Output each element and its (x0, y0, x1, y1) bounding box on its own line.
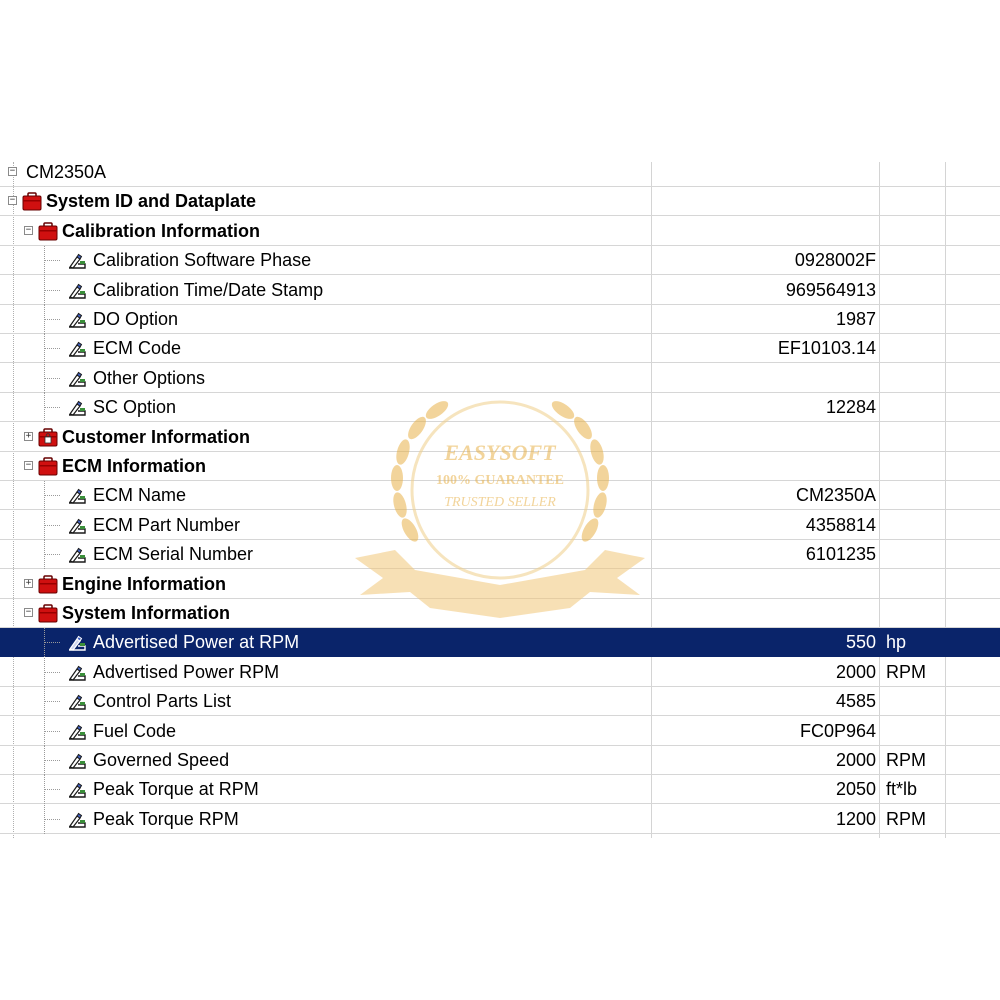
row-value: 1987 (835, 309, 876, 329)
tree-connector (44, 348, 60, 349)
red-briefcase-folder-icon (38, 222, 58, 241)
parameter-pencil-icon (67, 516, 87, 535)
parameter-row[interactable] (0, 775, 1000, 804)
row-label: ECM Code (93, 338, 182, 359)
row-value: 1200 (835, 808, 876, 829)
parameter-row[interactable] (0, 481, 1000, 510)
tree-connector (44, 658, 45, 687)
parameter-row[interactable] (0, 393, 1000, 422)
row-value: FC0P964 (799, 720, 876, 741)
tree-connector (44, 260, 60, 261)
row-label: Calibration Software Phase (93, 250, 312, 271)
tree-connector (44, 687, 45, 716)
collapse-toggle-icon[interactable]: − (25, 460, 32, 470)
red-briefcase-folder-icon (38, 575, 58, 594)
red-briefcase-folder-icon (38, 457, 58, 476)
collapse-toggle-icon[interactable]: − (25, 607, 32, 617)
tree-connector (44, 393, 45, 422)
row-label: System Information (62, 603, 231, 623)
row-unit: hp (886, 632, 907, 653)
tree-connector (44, 775, 45, 804)
expand-toggle-icon[interactable]: + (25, 430, 32, 441)
parameter-pencil-icon (67, 692, 87, 711)
row-value: 4358814 (805, 514, 876, 535)
row-value: 4585 (835, 691, 876, 712)
tree-connector (44, 276, 45, 305)
row-label: Control Parts List (93, 691, 232, 712)
collapse-toggle-icon[interactable]: − (25, 224, 32, 235)
row-label: Peak Torque RPM (93, 808, 239, 829)
parameter-row[interactable] (0, 805, 1000, 834)
tree-root-row[interactable] (0, 158, 1000, 187)
row-label: Calibration Information (62, 220, 260, 241)
tree-connector (44, 701, 60, 702)
expand-toggle-icon[interactable]: + (25, 577, 32, 588)
tree-connector (44, 760, 60, 761)
watermark-line1: 100% GUARANTEE (436, 473, 564, 488)
row-value: 2000 (835, 661, 876, 682)
parameter-row[interactable] (0, 364, 1000, 393)
folder-row[interactable] (0, 423, 1000, 452)
parameter-row[interactable] (0, 540, 1000, 569)
parameter-row[interactable] (0, 511, 1000, 540)
tree-connector (44, 319, 60, 320)
parameter-pencil-icon (67, 780, 87, 799)
row-unit: RPM (886, 808, 926, 829)
parameter-pencil-icon (67, 633, 87, 652)
row-label: DO Option (93, 309, 179, 329)
row-label: Governed Speed (93, 750, 230, 770)
parameter-pencil-icon (67, 722, 87, 741)
tree-connector (44, 334, 45, 363)
parameter-row[interactable] (0, 276, 1000, 305)
tree-connector (44, 525, 60, 526)
row-unit: ft*lb (886, 779, 918, 800)
parameter-pencil-icon (67, 339, 87, 358)
red-briefcase-folder-icon (22, 192, 42, 211)
tree-root-label: CM2350A (26, 162, 107, 182)
row-label: Peak Torque at RPM (93, 779, 259, 800)
folder-row[interactable] (0, 452, 1000, 481)
folder-row[interactable] (0, 599, 1000, 628)
parameter-pencil-icon (67, 310, 87, 329)
parameter-row[interactable] (0, 246, 1000, 275)
row-value: 0928002F (794, 250, 876, 271)
parameter-pencil-icon (67, 281, 87, 300)
row-label: Advertised Power at RPM (93, 632, 300, 653)
row-value: 969564913 (785, 279, 876, 300)
parameter-pencil-icon (67, 810, 87, 829)
red-locked-folder-icon (38, 428, 58, 447)
watermark-brand: EASYSOFT (444, 440, 556, 465)
tree-connector (44, 364, 45, 393)
folder-row[interactable] (0, 570, 1000, 599)
tree-connector (44, 805, 45, 834)
row-value: 12284 (825, 397, 876, 418)
row-label: Other Options (93, 367, 206, 388)
parameter-row[interactable] (0, 717, 1000, 746)
tree-connector (44, 305, 45, 334)
parameter-pencil-icon (67, 751, 87, 770)
folder-row[interactable] (0, 217, 1000, 246)
tree-connector (44, 731, 60, 732)
row-label: ECM Serial Number (93, 544, 254, 565)
row-label: Fuel Code (93, 720, 177, 741)
tree-connector (44, 378, 60, 379)
parameter-row[interactable] (0, 658, 1000, 687)
row-value: 2000 (835, 750, 876, 770)
row-label: ECM Part Number (93, 514, 241, 535)
row-label: ECM Information (62, 456, 206, 476)
parameter-row[interactable] (0, 746, 1000, 775)
parameter-row[interactable] (0, 334, 1000, 363)
parameter-row[interactable] (0, 305, 1000, 334)
collapse-toggle-icon[interactable]: − (9, 195, 16, 206)
tree-connector (44, 717, 45, 746)
row-label: Engine Information (62, 573, 226, 594)
row-label: Customer Information (62, 426, 251, 447)
row-value: 550 (845, 632, 876, 653)
tree-connector (44, 540, 45, 569)
parameter-pencil-icon (67, 398, 87, 417)
row-label: System ID and Dataplate (46, 191, 257, 212)
row-label: Advertised Power RPM (93, 661, 280, 682)
parameter-tree-grid (0, 158, 1000, 838)
row-value: CM2350A (795, 485, 876, 506)
parameter-pencil-icon (67, 545, 87, 564)
row-label: Calibration Time/Date Stamp (93, 279, 324, 300)
tree-connector (44, 628, 45, 657)
tree-connector (44, 554, 60, 555)
tree-connector (44, 511, 45, 540)
parameter-row[interactable] (0, 628, 1000, 657)
row-label: ECM Name (93, 485, 187, 506)
parameter-pencil-icon (67, 486, 87, 505)
tree-connector (44, 672, 60, 673)
watermark-line2: TRUSTED SELLER (444, 495, 556, 510)
row-value: EF10103.14 (777, 338, 876, 359)
tree-connector (44, 290, 60, 291)
tree-connector (44, 481, 45, 510)
tree-connector (44, 246, 45, 275)
tree-connector (44, 819, 60, 820)
parameter-pencil-icon (67, 369, 87, 388)
folder-row[interactable] (0, 187, 1000, 216)
tree-connector (44, 407, 60, 408)
red-briefcase-folder-icon (38, 604, 58, 623)
parameter-pencil-icon (67, 251, 87, 270)
row-label: SC Option (93, 397, 177, 418)
tree-connector (44, 746, 45, 775)
row-unit: RPM (886, 661, 926, 682)
row-unit: RPM (886, 750, 926, 770)
row-value: 6101235 (805, 544, 876, 565)
parameter-row[interactable] (0, 687, 1000, 716)
tree-connector (44, 789, 60, 790)
row-value: 2050 (835, 779, 876, 800)
collapse-toggle-icon[interactable]: − (9, 166, 16, 176)
tree-connector (44, 495, 60, 496)
parameter-pencil-icon (67, 663, 87, 682)
tree-connector (44, 642, 60, 643)
